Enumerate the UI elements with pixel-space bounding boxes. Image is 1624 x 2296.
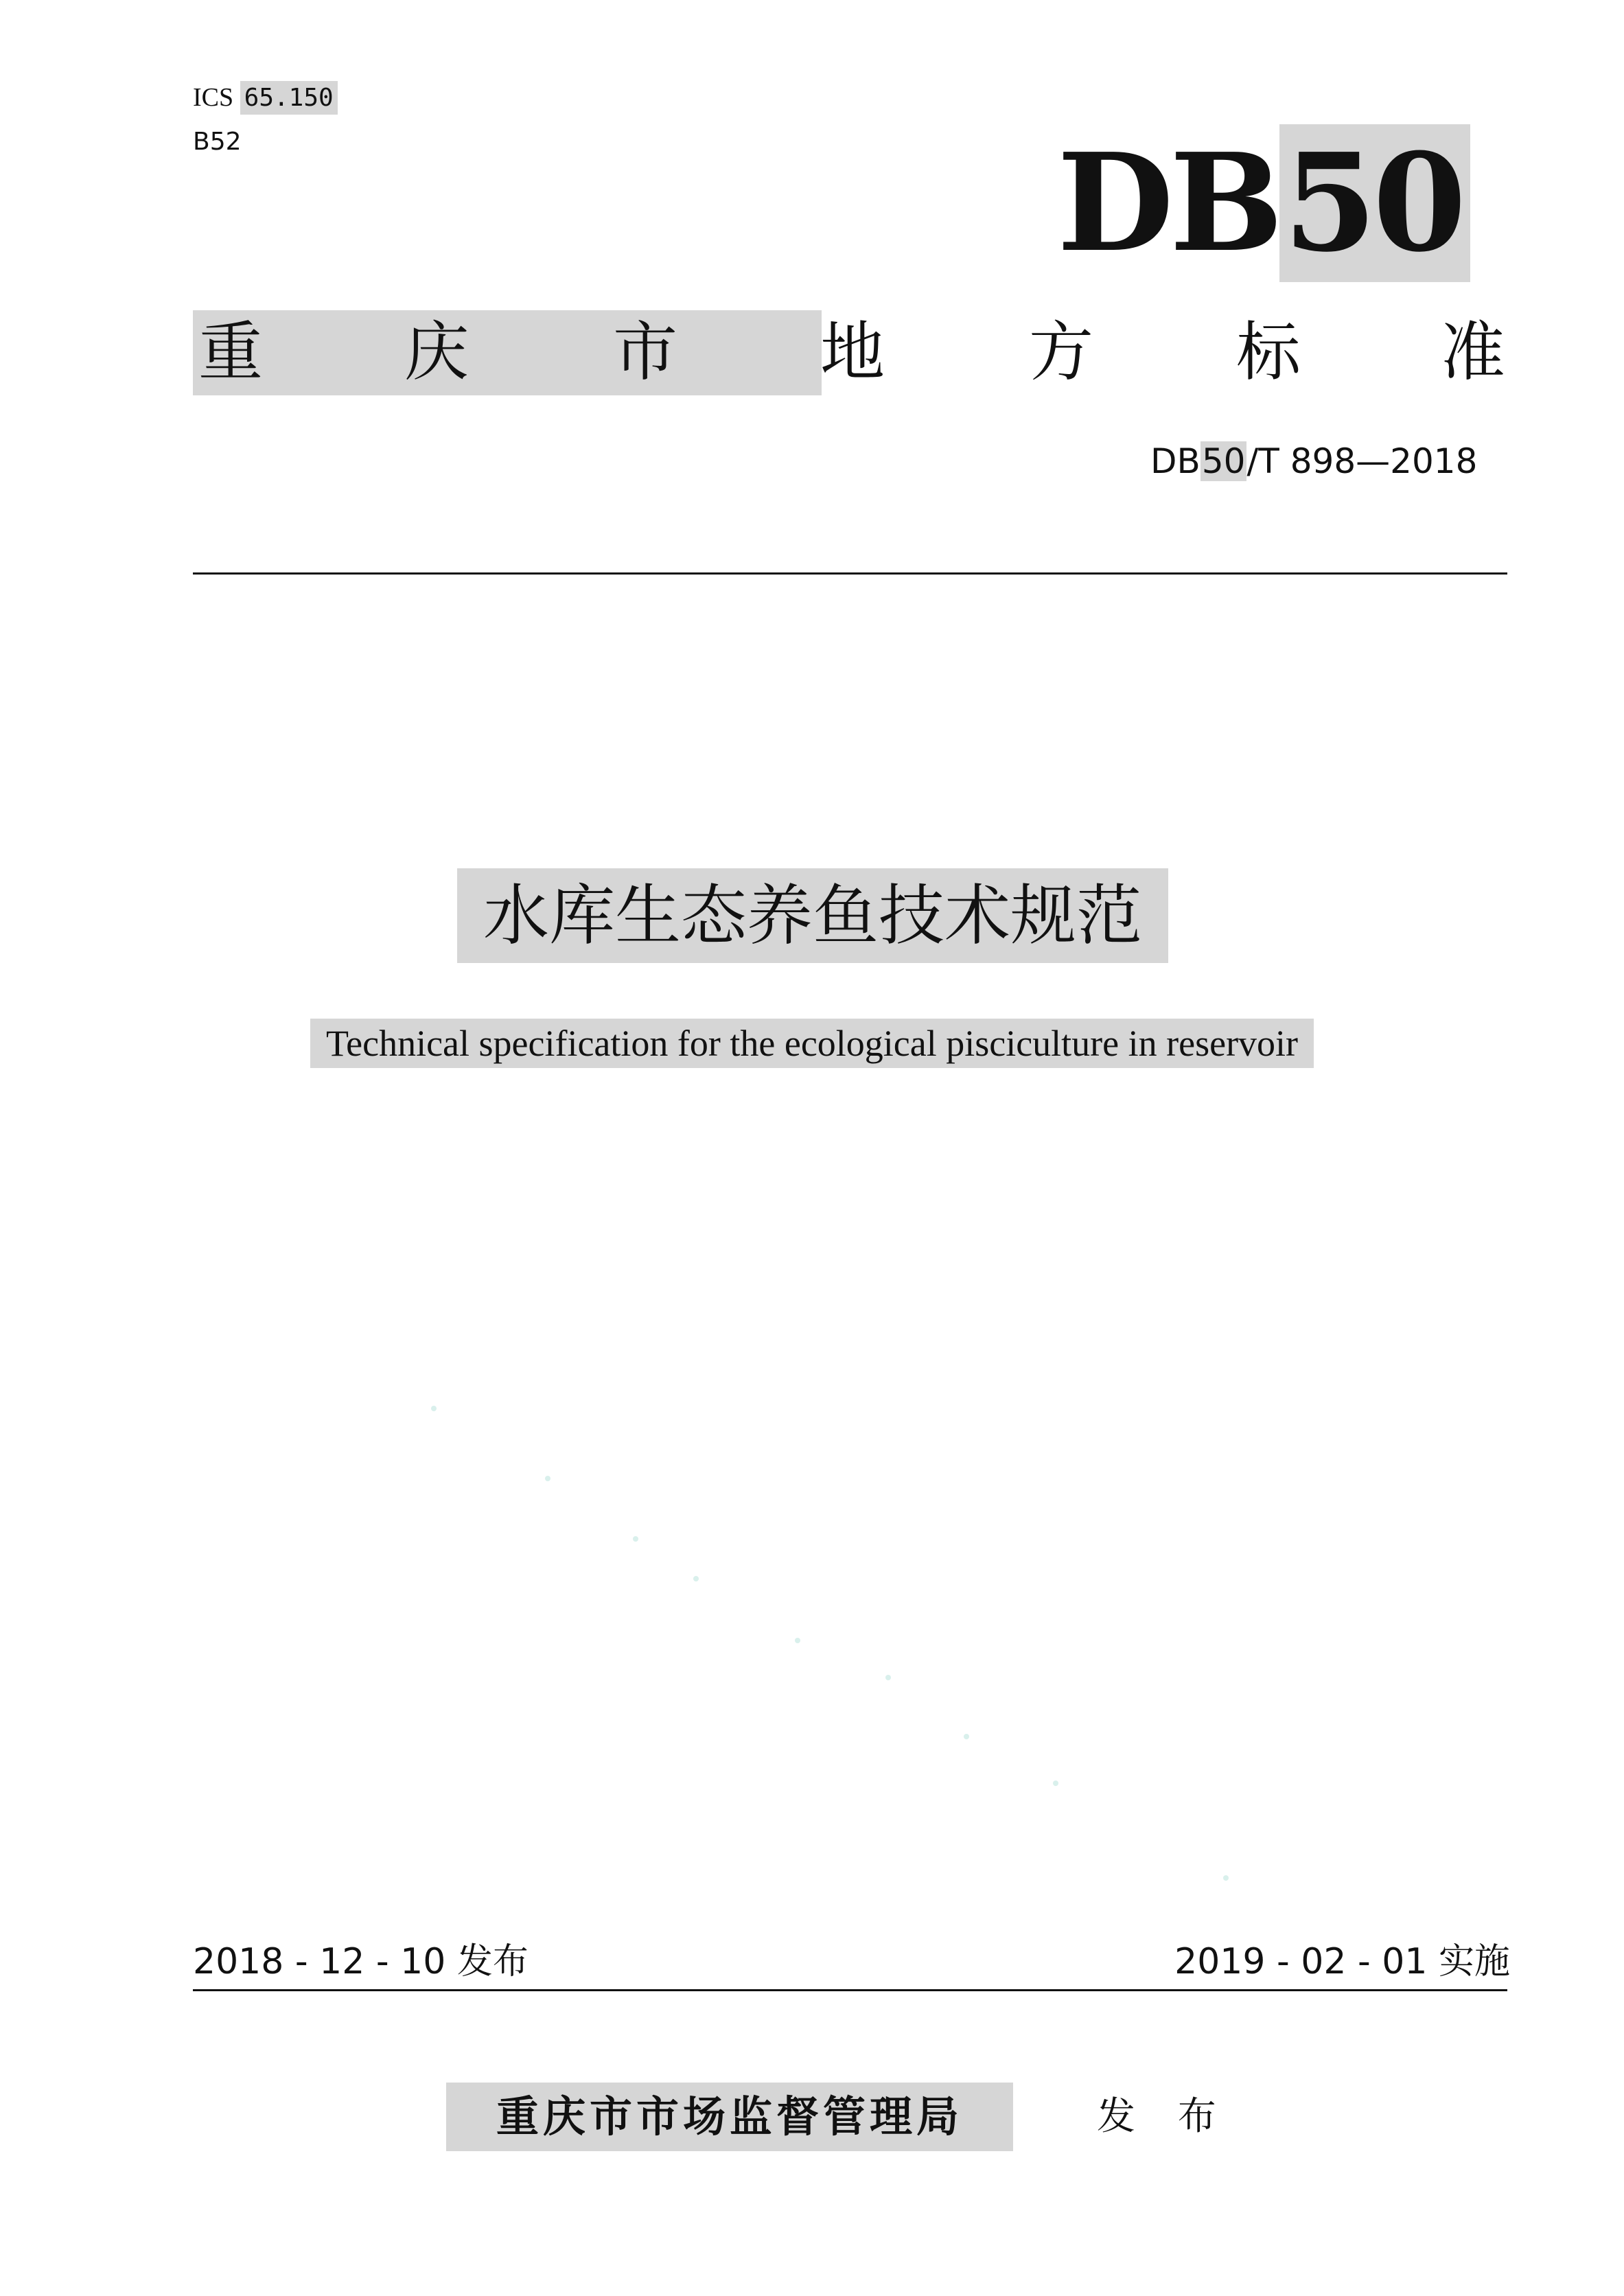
- ccs-code: B52: [193, 128, 242, 156]
- scan-dot: [545, 1476, 550, 1481]
- ics-label: ICS: [193, 83, 234, 112]
- scan-dot: [633, 1536, 638, 1542]
- standard-type-char: 市: [612, 315, 677, 390]
- standard-number-province: 50: [1201, 441, 1246, 481]
- db-logo: [1057, 124, 1470, 282]
- db-logo-prefix: DB: [1057, 124, 1279, 282]
- standard-type-heading: [193, 310, 1511, 395]
- standard-type-highlight: [193, 310, 822, 395]
- scan-dot: [885, 1675, 891, 1680]
- standard-type-char: 重: [198, 315, 263, 390]
- ics-code: 65.150: [240, 81, 338, 115]
- scan-dot: [1053, 1781, 1058, 1786]
- chinese-title: 水库生态养鱼技术规范: [457, 868, 1168, 963]
- standard-type-char: 准: [1440, 315, 1505, 390]
- footer-divider: [193, 1989, 1507, 1991]
- db-logo-number: 50: [1279, 124, 1471, 282]
- header-divider: [193, 572, 1507, 575]
- implementation-date: 2019 - 02 - 01 实施: [1174, 1941, 1510, 1982]
- issue-action: 发 布: [1097, 2094, 1231, 2139]
- scan-dot: [431, 1406, 437, 1411]
- scan-dot: [693, 1576, 699, 1581]
- scan-dot: [795, 1638, 800, 1643]
- standard-number-suffix: /T 898—2018: [1246, 441, 1478, 481]
- issuing-authority: 重庆市市场监督管理局: [446, 2083, 1013, 2151]
- english-title: Technical specification for the ecological pisciculture in reservoir: [310, 1019, 1314, 1068]
- standard-type-char: 庆: [404, 315, 469, 390]
- standard-type-char: 标: [1236, 315, 1301, 390]
- publish-date: 2018 - 12 - 10 发布: [193, 1941, 529, 1982]
- scan-dot: [964, 1734, 969, 1739]
- ics-classification: [193, 79, 338, 117]
- standard-number: [1150, 438, 1477, 485]
- standard-type-char: 地: [820, 315, 885, 390]
- standard-type-char: 方: [1028, 315, 1093, 390]
- standard-number-prefix: DB: [1150, 441, 1200, 481]
- scan-dot: [1223, 1875, 1229, 1881]
